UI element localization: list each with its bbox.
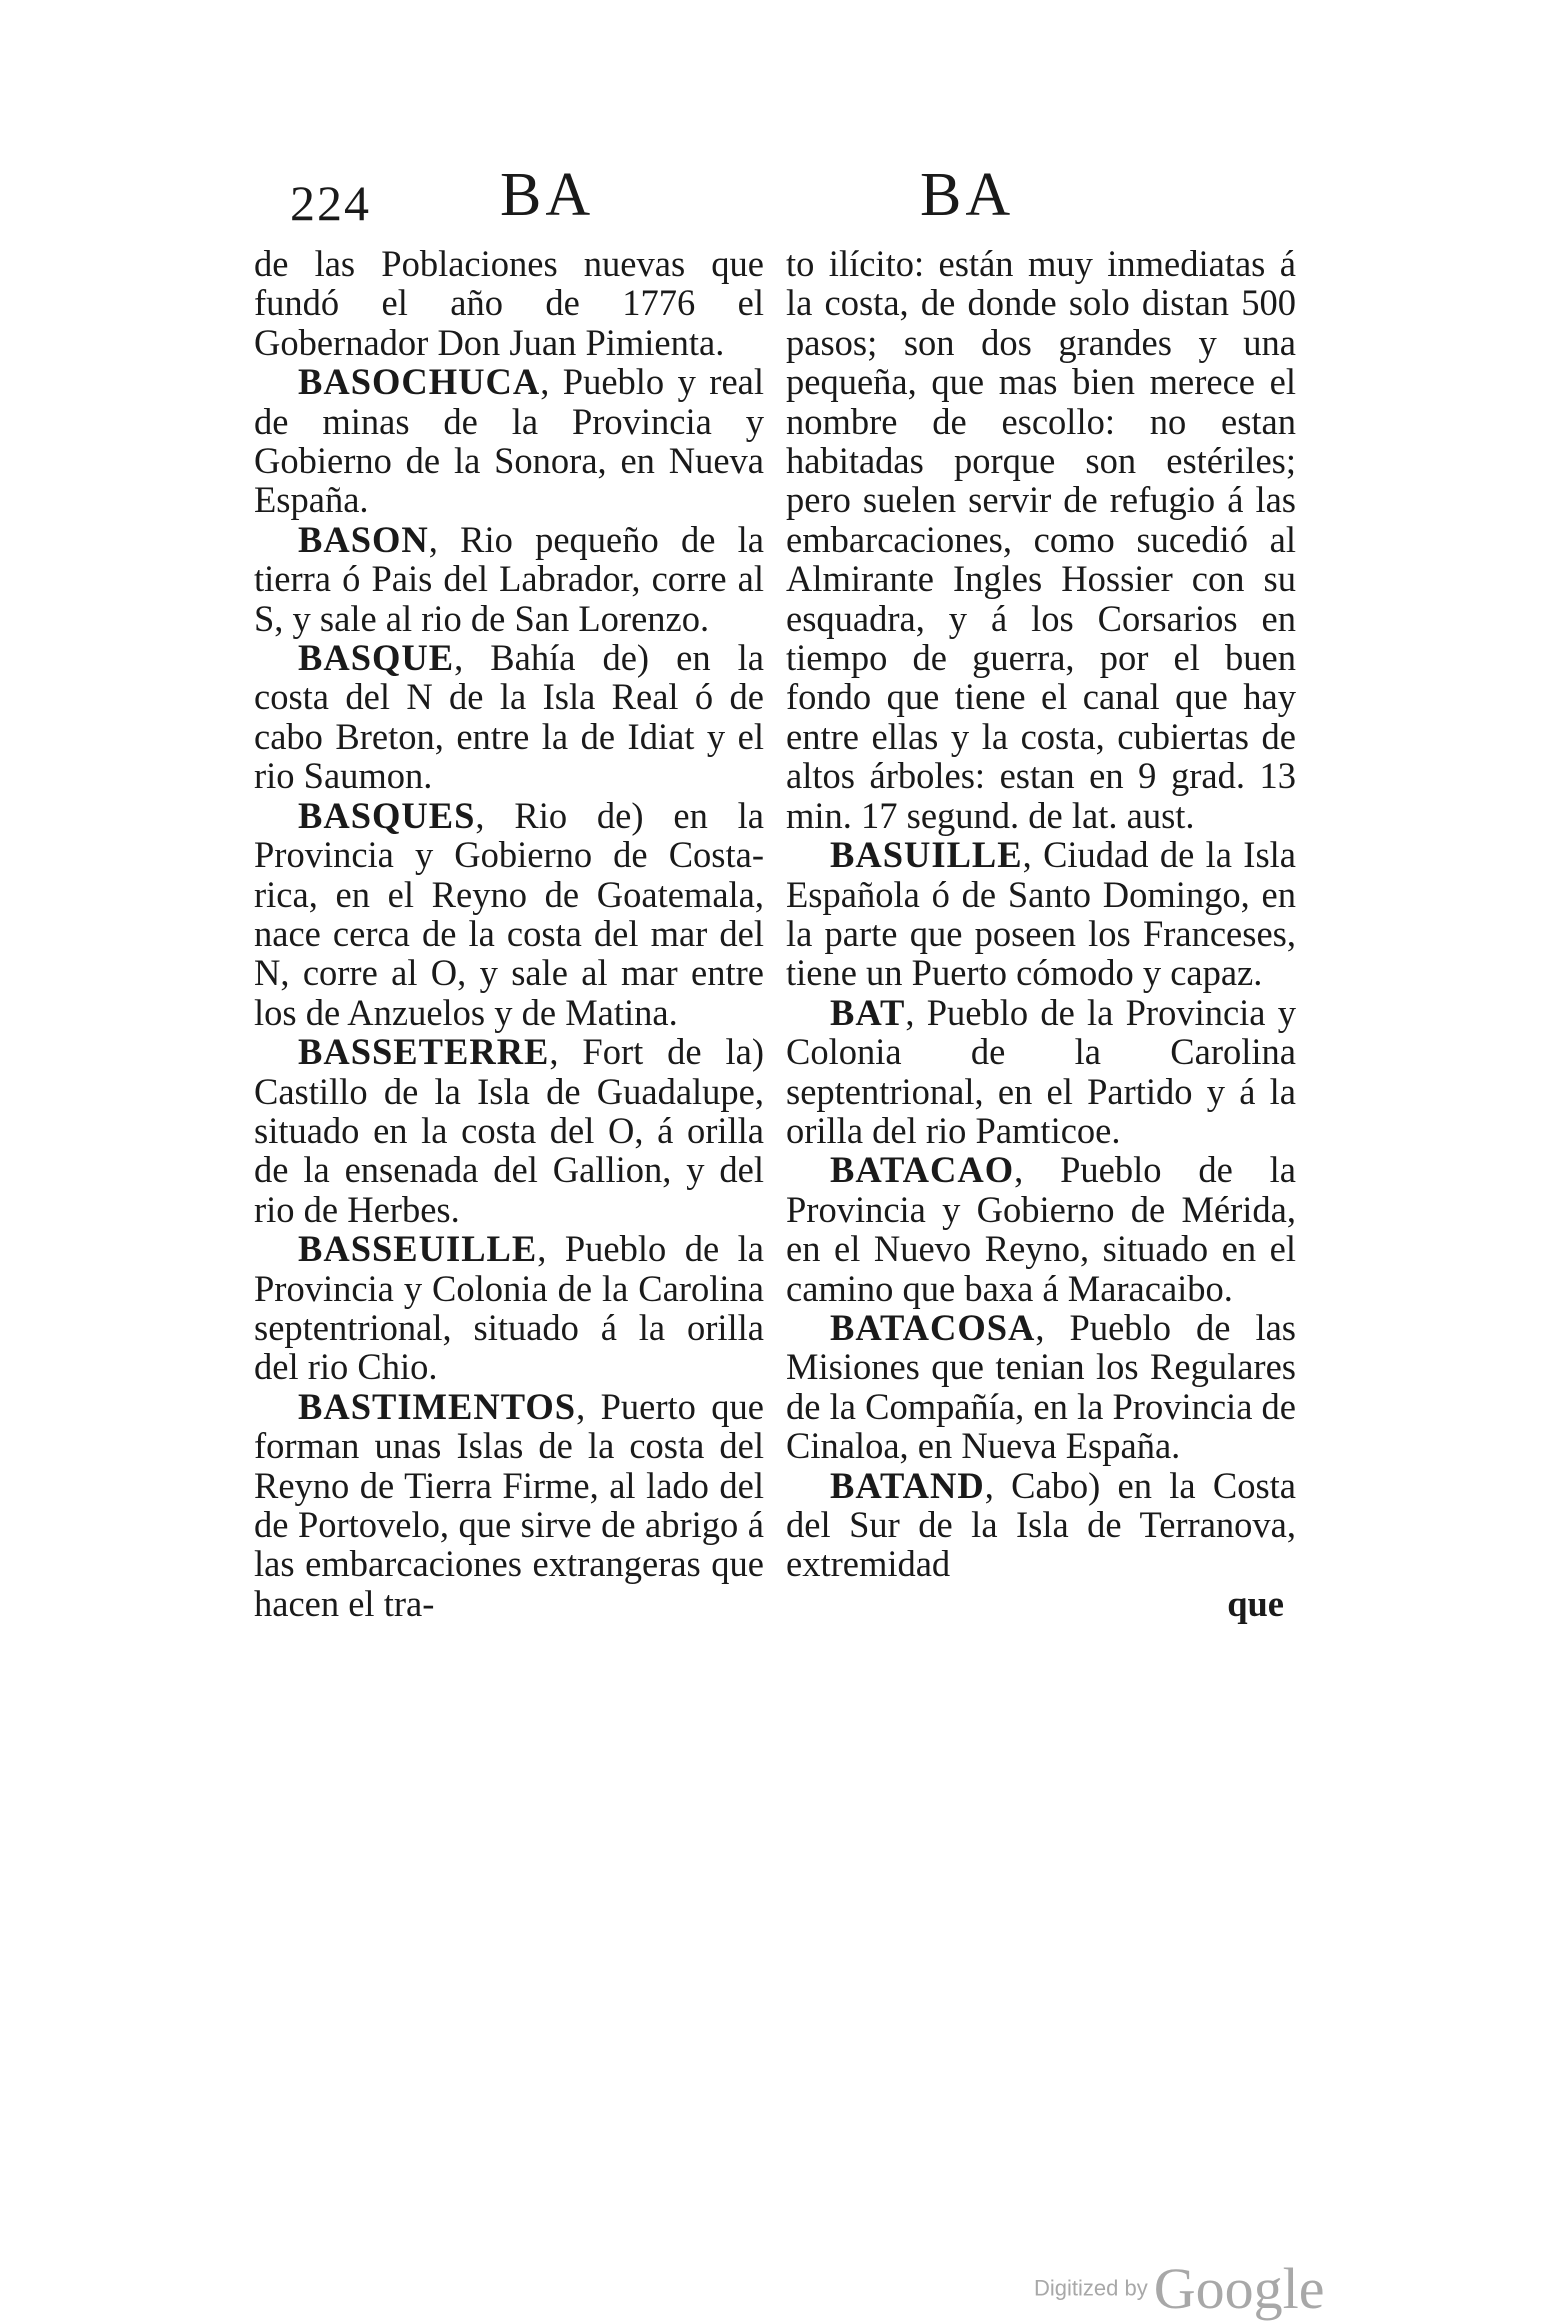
entry-text: , Puerto que forman unas Islas de la costa del Reyno de Tierra Firme, al lado del de Portovelo, que sirve de abrigo á las embarcaciones extrangeras que hacen el tra- [254,1385,764,1624]
entry-headword: BATAND [830,1464,985,1506]
entry-headword: BASQUE [298,637,455,679]
page-number: 224 [290,175,371,231]
entry-text: , Pueblo de la Provincia y Colonia de la Carolina septentrional, en el Partido y á la orilla del rio Pamticoe. [786,991,1296,1151]
dictionary-entry [254,520,764,638]
right-column-continuation: to ilícito: están muy inmediatas á la costa, de donde solo distan 500 pasos; son dos grandes y una pequeña, que mas bien merece el nombre de escollo: no estan habitadas porque son estériles; pero suelen servir de refugio á las embarcaciones, como sucedió al Almirante Ingles Hossier con su esquadra, y á los Corsarios en tiempo de guerra, por el buen fondo que tiene el canal que hay entre ellas y la costa, cubiertas de altos árboles: estan en 9 grad. 13 min. 17 segund. de lat. aust. [786,243,1296,836]
dictionary-entry [786,1466,1296,1584]
entry-headword: BATACAO [830,1149,1015,1191]
entry-text: , Pueblo de la Provincia y Gobierno de Mérida, en el Nuevo Reyno, situado en el camino que baxa á Maracaibo. [786,1149,1296,1309]
entry-headword: BASSEUILLE [298,1228,538,1270]
entry-text: , Bahía de) en la costa del N de la Isla Real ó de cabo Breton, entre la de Idiat y el rio Saumon. [254,637,764,797]
entry-text: , Rio pequeño de la tierra ó Pais del Labrador, corre al S, y sale al rio de San Lorenzo. [254,518,764,639]
entry-headword: BASQUES [298,794,476,836]
entry-text: , Pueblo de las Misiones que tenian los Regulares de la Compañía, en la Provincia de Cinaloa, en Nueva España. [786,1306,1296,1467]
entry-text: , Ciudad de la Isla Española ó de Santo Domingo, en la parte que poseen los Franceses, tiene un Puerto cómodo y capaz. [786,834,1296,994]
dictionary-entry [254,796,764,1032]
entry-text: , Cabo) en la Costa del Sur de la Isla de Terranova, extremidad [786,1464,1296,1585]
entry-text: , Fort de la) Castillo de la Isla de Guadalupe, situado en la costa del O, á orilla de la ensenada del Gallion, y del rio de Herbes. [254,1031,764,1230]
running-head-left: BA [500,161,595,229]
dictionary-entry [786,1308,1296,1466]
dictionary-entry [786,1150,1296,1308]
dictionary-entry [786,835,1296,993]
dictionary-entry [254,1229,764,1387]
entry-headword: BASON [298,518,429,560]
entry-headword: BASUILLE [830,834,1023,876]
entry-headword: BASSETERRE [298,1031,550,1073]
entry-text: , Pueblo y real de minas de la Provincia y Gobierno de la Sonora, en Nueva España. [254,361,764,521]
page-header [0,160,1551,240]
right-column [786,244,1296,1623]
entry-text: , Pueblo de la Provincia y Colonia de la Carolina septentrional, situado á la orilla del rio Chio. [254,1228,764,1388]
entry-headword: BATACOSA [830,1306,1036,1348]
entry-headword: BAT [830,991,906,1033]
entry-text: , Rio de) en la Provincia y Gobierno de Costa-rica, en el Reyno de Goatemala, nace cerca de la costa del mar del N, corre al O, y sale al mar entre los de Anzuelos y de Matina. [254,794,764,1033]
left-column-continuation: de las Poblaciones nuevas que fundó el año de 1776 el Gobernador Don Juan Pimienta. [254,243,764,363]
digitization-watermark [1034,2255,1324,2322]
dictionary-entry [786,993,1296,1151]
dictionary-entry [254,362,764,520]
entry-headword: BASTIMENTOS [298,1385,577,1427]
catchword: que [1227,1582,1284,1624]
dictionary-entry [254,638,764,796]
running-head-right: BA [920,161,1015,229]
left-column [254,244,764,1623]
watermark-prefix: Digitized by [1034,2275,1148,2301]
entry-headword: BASOCHUCA [298,361,541,403]
dictionary-entry [254,1032,764,1229]
watermark-brand: Google [1153,2256,1325,2321]
dictionary-entry [254,1387,764,1623]
